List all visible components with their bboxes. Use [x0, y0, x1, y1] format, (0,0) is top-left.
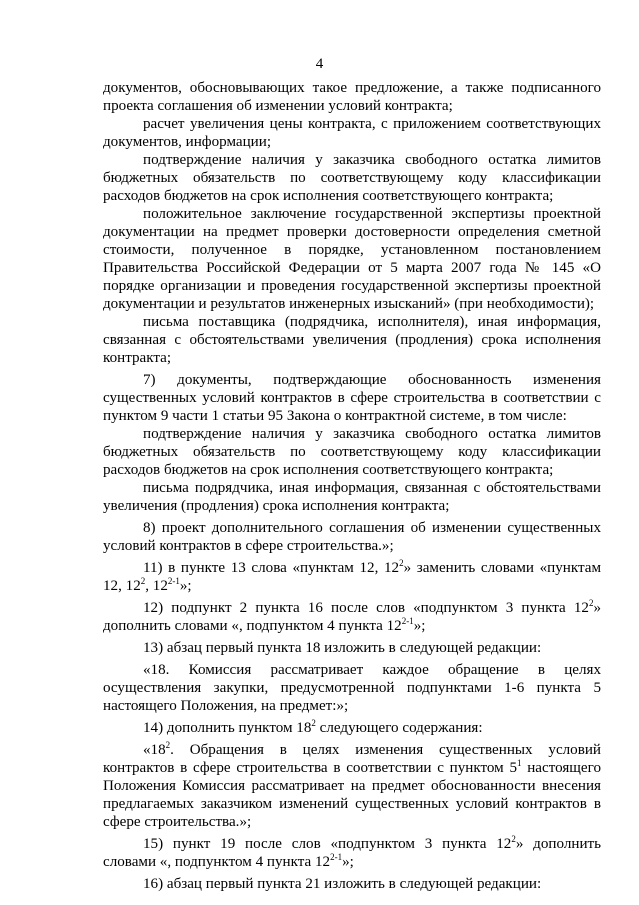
paragraph-text: 11) в пункте 13 слова «пунктам 12, 12	[143, 560, 400, 576]
superscript: 2	[511, 833, 516, 844]
paragraph	[103, 835, 601, 871]
paragraph-text: положительное заключение государственной экспертизы проектной документации на предмет проверки достоверности определения сметной стоимости, полученное в порядке, установленном постановлением Правительства Российской Федерации от 5 марта 2007 года № 145 «О порядке организации и проведения государственной экспертизы проектной документации и результатов инженерных изысканий» (при необходимости);	[103, 206, 601, 312]
paragraph-text: 8) проект дополнительного соглашения об изменении существенных условий контрактов в сфере строительства.»;	[103, 520, 601, 554]
paragraph	[103, 661, 601, 715]
paragraph-text: письма подрядчика, иная информация, связанная с обстоятельствами увеличения (продления) срока исполнения контракта;	[103, 480, 601, 514]
superscript: 2-1	[401, 615, 414, 626]
paragraph	[103, 639, 601, 657]
superscript: 2	[311, 717, 316, 728]
paragraph-text: » заменить словами «пунктам 12, 12	[103, 560, 601, 594]
paragraph	[103, 205, 601, 313]
paragraph-text: »;	[342, 854, 354, 870]
superscript: 1	[517, 757, 522, 768]
document-body	[103, 79, 601, 893]
paragraph	[103, 371, 601, 425]
paragraph-text: подтверждение наличия у заказчика свободного остатка лимитов бюджетных обязательств по соответствующему коду классификации расходов бюджетов на срок исполнения соответствующего контракта;	[103, 152, 601, 204]
paragraph-text: следующего содержания:	[315, 720, 483, 736]
paragraph-text: 15) пункт 19 после слов «подпунктом 3 пункта 12	[143, 836, 512, 852]
paragraph	[103, 875, 601, 893]
paragraph-text: 12) подпункт 2 пункта 16 после слов «подпунктом 3 пункта 12	[143, 600, 589, 616]
superscript: 2	[399, 557, 404, 568]
superscript: 2	[140, 575, 146, 586]
paragraph-text: «18. Комиссия рассматривает каждое обращение в целях осуществления закупки, предусмотренной подпунктами 1-6 пункта 5 настоящего Положения, на предмет:»;	[103, 662, 601, 714]
page-number: 4	[315, 56, 324, 72]
paragraph-text: , 12	[145, 578, 168, 594]
paragraph	[103, 115, 601, 151]
superscript: 2-1	[167, 575, 180, 586]
paragraph-text: расчет увеличения цены контракта, с приложением соответствующих документов, информации;	[103, 116, 601, 150]
paragraph-text: 14) дополнить пунктом 18	[143, 720, 312, 736]
paragraph	[103, 79, 601, 115]
paragraph	[103, 599, 601, 635]
paragraph-text: 7) документы, подтверждающие обоснованность изменения существенных условий контрактов в сфере строительства в соответствии с пунктом 9 части 1 статьи 95 Закона о контрактной системе, в том числе:	[103, 372, 601, 424]
paragraph-text: »;	[179, 578, 192, 594]
paragraph	[103, 519, 601, 555]
paragraph-text: письма поставщика (подрядчика, исполнителя), иная информация, связанная с обстоятельствами увеличения (продления) срока исполнения контракта;	[103, 314, 601, 366]
paragraph	[103, 741, 601, 831]
paragraph-text: . Обращения в целях изменения существенных условий контрактов в сфере строительства в соответствии с пунктом 5	[103, 742, 601, 776]
paragraph-text: настоящего Положения Комиссия рассматривает на предмет обоснованности внесения предлагаемых заказчиком изменений существенных условий контрактов в сфере строительства.»;	[103, 760, 601, 830]
paragraph-text: «18	[143, 742, 166, 758]
superscript: 2	[165, 739, 171, 750]
paragraph	[103, 313, 601, 367]
paragraph-text: документов, обосновывающих такое предложение, а также подписанного проекта соглашения об изменении условий контракта;	[103, 80, 601, 114]
superscript: 2-1	[330, 851, 343, 862]
paragraph	[103, 479, 601, 515]
superscript: 2	[588, 597, 594, 608]
paragraph-text: подтверждение наличия у заказчика свободного остатка лимитов бюджетных обязательств по соответствующему коду классификации расходов бюджетов на срок исполнения соответствующего контракта;	[103, 426, 601, 478]
paragraph	[103, 559, 601, 595]
paragraph-text: » дополнить словами «, подпунктом 4 пункта 12	[103, 600, 601, 634]
paragraph-text: »;	[413, 618, 426, 634]
paragraph	[103, 719, 601, 737]
paragraph-text: » дополнить словами «, подпунктом 4 пункта 12	[103, 836, 601, 870]
paragraph-text: 13) абзац первый пункта 18 изложить в следующей редакции:	[143, 640, 542, 656]
paragraph	[103, 425, 601, 479]
paragraph	[103, 151, 601, 205]
paragraph-text: 16) абзац первый пункта 21 изложить в следующей редакции:	[143, 876, 542, 892]
